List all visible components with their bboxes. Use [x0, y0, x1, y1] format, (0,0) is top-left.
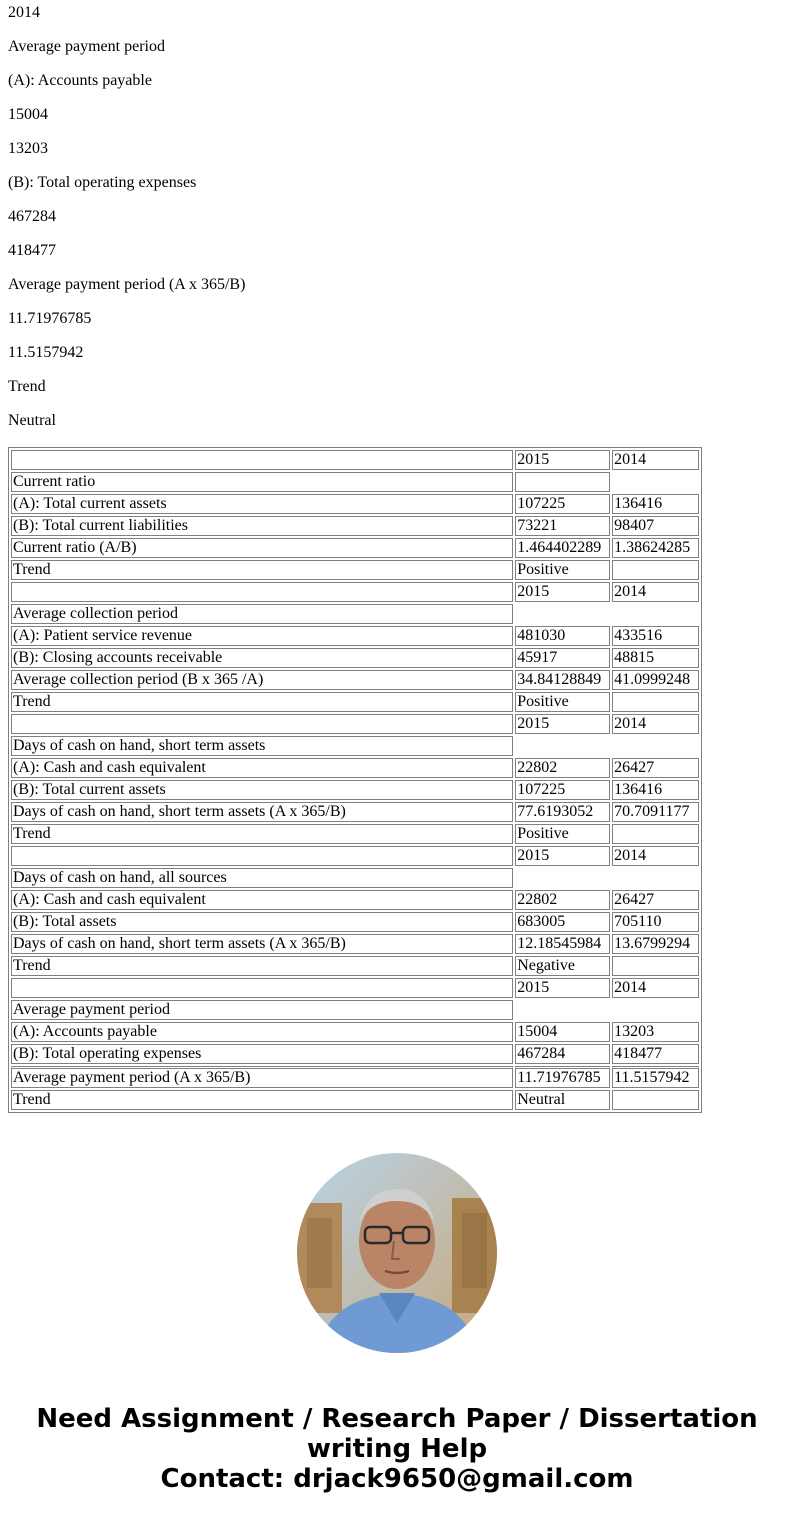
- table-cell: 481030: [515, 626, 610, 646]
- table-cell: [612, 472, 699, 492]
- table-row: [11, 692, 699, 712]
- table-row: [11, 758, 699, 778]
- table-row: [11, 1000, 699, 1020]
- intro-line: 11.5157942: [8, 344, 84, 361]
- table-cell: [612, 868, 699, 888]
- table-cell: [612, 736, 699, 756]
- table-cell: [612, 692, 699, 712]
- table-row: [11, 472, 699, 492]
- table-row: [11, 934, 699, 954]
- intro-line: Neutral: [8, 412, 56, 429]
- banner-line-1: Need Assignment / Research Paper / Dissertation: [36, 1404, 758, 1434]
- table-cell: Average collection period (B x 365 /A): [11, 670, 513, 690]
- table-cell: Average payment period (A x 365/B): [11, 1066, 513, 1088]
- table-cell: [612, 604, 699, 624]
- table-cell: [515, 1000, 610, 1020]
- table-cell: (A): Cash and cash equivalent: [11, 758, 513, 778]
- table-cell: Average payment period: [11, 1000, 513, 1020]
- table-row: [11, 1022, 699, 1042]
- table-cell: Days of cash on hand, short term assets: [11, 736, 513, 756]
- table-cell: 13203: [612, 1022, 699, 1042]
- table-cell: [515, 472, 610, 492]
- table-cell: 70.7091177: [612, 802, 699, 822]
- banner-contact-line: Contact: drjack9650@gmail.com: [160, 1464, 634, 1494]
- table-row: [11, 670, 699, 690]
- table-row: [11, 736, 699, 756]
- table-cell: 107225: [515, 780, 610, 800]
- table-cell: 2014: [612, 978, 699, 998]
- intro-line: Trend: [8, 378, 46, 395]
- table-cell: 77.6193052: [515, 802, 610, 822]
- table-cell: 1.464402289: [515, 538, 610, 558]
- table-cell: Positive: [515, 824, 610, 844]
- table-cell: 41.0999248: [612, 670, 699, 690]
- table-cell: 34.84128849: [515, 670, 610, 690]
- table-cell: 11.71976785: [515, 1066, 610, 1088]
- table-cell: 26427: [612, 758, 699, 778]
- table-cell: Trend: [11, 824, 513, 844]
- table-cell: [612, 824, 699, 844]
- table-cell: 2014: [612, 582, 699, 602]
- table-row: [11, 648, 699, 668]
- table-cell: Trend: [11, 692, 513, 712]
- table-cell: [612, 1000, 699, 1020]
- table-cell: Positive: [515, 560, 610, 580]
- table-cell: (A): Total current assets: [11, 494, 513, 514]
- intro-line: (B): Total operating expenses: [8, 174, 197, 191]
- table-row: [11, 802, 699, 822]
- table-cell: Trend: [11, 560, 513, 580]
- table-cell: [515, 736, 610, 756]
- table-cell: 2015: [515, 582, 610, 602]
- table-cell: (A): Patient service revenue: [11, 626, 513, 646]
- intro-line: 11.71976785: [8, 310, 92, 327]
- table-cell: Neutral: [515, 1090, 610, 1110]
- table-cell: 22802: [515, 890, 610, 910]
- table-cell: [11, 978, 513, 998]
- table-cell: Negative: [515, 956, 610, 976]
- table-row: [11, 978, 699, 998]
- table-cell: 136416: [612, 780, 699, 800]
- contact-banner: [0, 1404, 794, 1494]
- table-cell: Current ratio: [11, 472, 513, 492]
- table-cell: Current ratio (A/B): [11, 538, 513, 558]
- table-cell: Average collection period: [11, 604, 513, 624]
- table-cell: 45917: [515, 648, 610, 668]
- table-cell: 433516: [612, 626, 699, 646]
- table-cell: (A): Cash and cash equivalent: [11, 890, 513, 910]
- author-photo-image: [297, 1153, 497, 1353]
- table-row: [11, 868, 699, 888]
- table-cell: [11, 714, 513, 734]
- intro-line: 13203: [8, 140, 48, 157]
- intro-line: 2014: [8, 4, 40, 21]
- intro-line: 467284: [8, 208, 56, 225]
- table-cell: 2015: [515, 846, 610, 866]
- table-cell: 418477: [612, 1044, 699, 1064]
- table-cell: 2014: [612, 714, 699, 734]
- table-cell: 11.5157942: [612, 1066, 699, 1088]
- banner-line-2: writing Help: [306, 1434, 488, 1464]
- author-photo: [297, 1153, 497, 1353]
- table-row: [11, 912, 699, 932]
- table-cell: 98407: [612, 516, 699, 536]
- intro-line: Average payment period (A x 365/B): [8, 276, 246, 293]
- table-row: [11, 1044, 699, 1064]
- table-row: [11, 956, 699, 976]
- table-cell: 22802: [515, 758, 610, 778]
- table-cell: (A): Accounts payable: [11, 1022, 513, 1042]
- table-cell: (B): Total operating expenses: [11, 1044, 513, 1064]
- table-row: [11, 582, 699, 602]
- table-cell: 136416: [612, 494, 699, 514]
- intro-line: 418477: [8, 242, 56, 259]
- table-row: [11, 780, 699, 800]
- table-cell: 48815: [612, 648, 699, 668]
- table-cell: [612, 956, 699, 976]
- intro-line: Average payment period: [8, 38, 165, 55]
- table-cell: 467284: [515, 1044, 610, 1064]
- table-cell: 107225: [515, 494, 610, 514]
- table-cell: 2015: [515, 714, 610, 734]
- table-cell: Positive: [515, 692, 610, 712]
- intro-line: (A): Accounts payable: [8, 72, 152, 89]
- table-cell: [612, 1090, 699, 1110]
- table-row: [11, 714, 699, 734]
- table-cell: [11, 450, 513, 470]
- table-row: [11, 516, 699, 536]
- table-cell: [515, 868, 610, 888]
- table-cell: 2015: [515, 978, 610, 998]
- table-cell: [515, 604, 610, 624]
- table-row: [11, 626, 699, 646]
- table-cell: (B): Total assets: [11, 912, 513, 932]
- table-cell: 73221: [515, 516, 610, 536]
- table-row: [11, 1090, 699, 1110]
- table-row: [11, 1066, 699, 1088]
- table-cell: 13.6799294: [612, 934, 699, 954]
- intro-line: 15004: [8, 106, 48, 123]
- table-cell: Trend: [11, 1090, 513, 1110]
- table-cell: 15004: [515, 1022, 610, 1042]
- table-cell: [11, 582, 513, 602]
- table-row: [11, 846, 699, 866]
- table-row: [11, 450, 699, 470]
- table-cell: 705110: [612, 912, 699, 932]
- table-cell: 2014: [612, 846, 699, 866]
- table-cell: 26427: [612, 890, 699, 910]
- table-cell: Days of cash on hand, short term assets (A x 365/B): [11, 802, 513, 822]
- table-cell: 2014: [612, 450, 699, 470]
- table-cell: [612, 560, 699, 580]
- table-cell: (B): Total current assets: [11, 780, 513, 800]
- table-cell: (B): Closing accounts receivable: [11, 648, 513, 668]
- financial-ratio-table: [8, 447, 702, 1113]
- table-cell: Days of cash on hand, all sources: [11, 868, 513, 888]
- table-cell: Trend: [11, 956, 513, 976]
- table-row: [11, 560, 699, 580]
- table-cell: 683005: [515, 912, 610, 932]
- table-cell: 12.18545984: [515, 934, 610, 954]
- table-row: [11, 890, 699, 910]
- table-cell: [11, 846, 513, 866]
- table-cell: 1.38624285: [612, 538, 699, 558]
- table-row: [11, 604, 699, 624]
- table-cell: (B): Total current liabilities: [11, 516, 513, 536]
- table-cell: Days of cash on hand, short term assets (A x 365/B): [11, 934, 513, 954]
- table-row: [11, 824, 699, 844]
- intro-lines: [8, 4, 245, 446]
- table-row: [11, 494, 699, 514]
- table-row: [11, 538, 699, 558]
- table-cell: 2015: [515, 450, 610, 470]
